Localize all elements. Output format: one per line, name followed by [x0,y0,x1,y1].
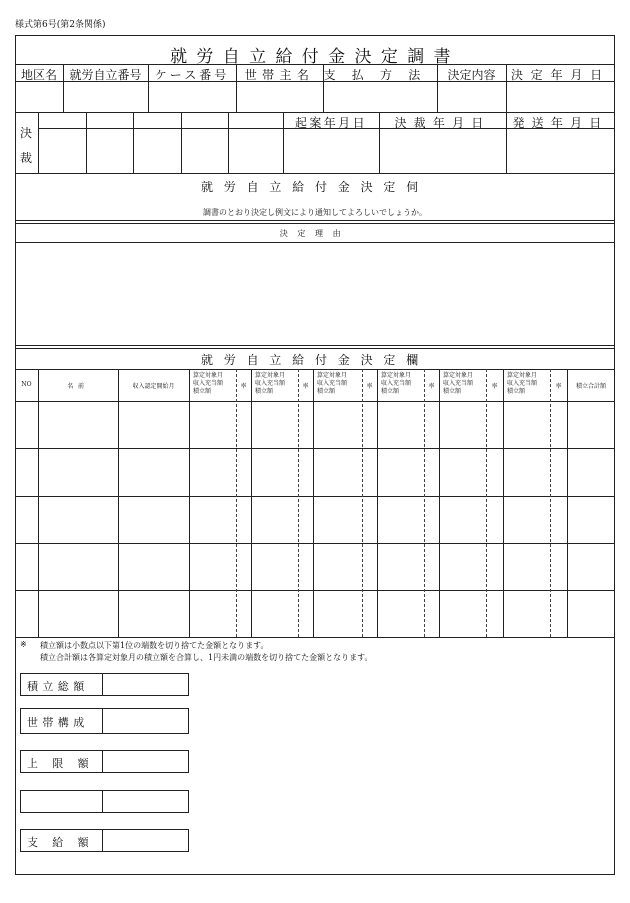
rate-header-4: 率 [428,383,435,390]
rate-header-2: 率 [302,383,309,390]
total-saving-label: 積立総額 [27,680,89,693]
note-line-2: 積立合計額は各算定対象月の積立額を合算し、1円未満の端数を切り捨てた金額となります。 [40,653,373,662]
form-id: 様式第6号(第2条関係) [15,20,106,30]
total-saving-field[interactable] [103,674,188,695]
table-row[interactable] [16,449,614,495]
period-header-5: 算定対象月 収入充当額 積立額 [443,372,474,395]
note-line-1: 積立額は小数点以下第1位の端数を切り捨てた金額となります。 [40,641,269,650]
table-row[interactable] [16,402,614,448]
rate-header-5: 率 [491,383,498,390]
rate-header-3: 率 [366,383,373,390]
period-header-3: 算定対象月 収入充当額 積立額 [317,372,348,395]
approval-date-label: 決裁年月日 [394,116,491,130]
district-label: 地区名 [20,68,57,82]
payment-amount-label: 支給額 [27,836,103,849]
col-total: 積立合計額 [575,383,606,390]
approval-label-2: 裁 [20,151,33,165]
rate-header-1: 率 [240,383,247,390]
inquiry-text: 調書のとおり決定し例文により通知してよろしいでしょうか。 [203,208,427,217]
table-row[interactable] [16,544,614,589]
household-field[interactable] [103,709,188,733]
payment-method-label: 支払方法 [323,68,437,82]
decision-date-label: 決定年月日 [510,68,610,82]
period-header-2: 算定対象月 収入充当額 積立額 [255,372,286,395]
payment-amount-box [20,829,189,852]
note-mark: ※ [20,640,27,649]
send-date-label: 発送年月日 [512,116,609,130]
payment-amount-field[interactable] [103,830,188,851]
col-start-month: 収入認定開始月 [132,383,175,390]
col-name: 名前 [67,383,89,390]
blank-value-field[interactable] [103,791,188,812]
rate-header-6: 率 [555,383,562,390]
table-row[interactable] [16,497,614,542]
householder-label: 世帯主名 [244,68,315,82]
upper-limit-label: 上限額 [27,757,103,770]
household-box [20,708,189,734]
period-header-6: 算定対象月 収入充当額 積立額 [507,372,538,395]
number-label: 就労自立番号 [69,68,142,82]
period-header-4: 算定対象月 収入充当額 積立額 [381,372,412,395]
reason-title: 決定理由 [279,229,351,238]
col-no: NO [21,381,32,388]
blank-box [20,790,189,813]
household-label: 世帯構成 [27,716,89,729]
decision-table-title: 就労自立給付金決定欄 [200,353,429,367]
total-saving-box [20,673,189,696]
blank-label-field[interactable] [21,791,101,812]
upper-limit-box [20,750,189,773]
decision-content-label: 決定内容 [447,68,496,82]
case-number-label: ケース番号 [154,68,230,82]
reason-field[interactable] [15,243,615,345]
table-row[interactable] [16,591,614,636]
period-header-1: 算定対象月 収入充当額 積立額 [193,372,224,395]
draft-date-label: 起案年月日 [294,116,367,130]
approval-label-1: 決 [20,126,33,140]
inquiry-title: 就労自立給付金決定伺 [200,180,429,194]
document-title: 就労自立給付金決定調書 [170,47,460,67]
upper-limit-field[interactable] [103,751,188,772]
